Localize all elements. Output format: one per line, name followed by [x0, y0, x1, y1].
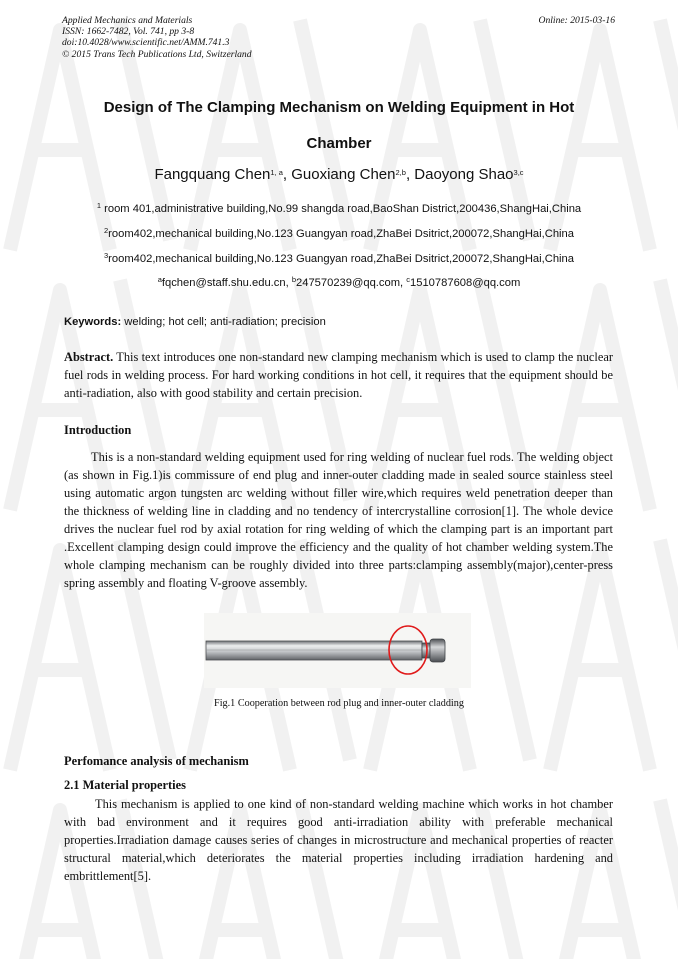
- author-name: Daoyong Shao: [414, 166, 514, 183]
- copyright-line: © 2015 Trans Tech Publications Ltd, Switzerland: [62, 48, 252, 60]
- author-superscript: 2,b: [395, 168, 406, 177]
- affiliation-1: [60, 203, 618, 215]
- title-line-2: Chamber: [306, 135, 372, 152]
- author-list: [60, 166, 618, 183]
- title-line-1: Design of The Clamping Mechanism on Welding Equipment in Hot: [103, 99, 575, 116]
- fuel-rod-illustration: [204, 613, 471, 688]
- author-separator: ,: [405, 166, 415, 183]
- email-address[interactable]: 247570239@qq.com,: [296, 277, 407, 289]
- doi-line: doi:10.4028/www.scientific.net/AMM.741.3: [62, 37, 230, 49]
- issn-line: ISSN: 1662-7482, Vol. 741, pp 3-8: [62, 26, 195, 38]
- keywords-line: [64, 316, 326, 328]
- email-superscript: a: [157, 275, 162, 284]
- email-list: [60, 277, 618, 289]
- online-date: Online: 2015-03-16: [538, 15, 615, 26]
- affiliation-superscript: 3: [104, 251, 109, 260]
- affiliation-3: [60, 253, 618, 265]
- affiliation-text: room 401,administrative building,No.99 shangda road,BaoShan District,200436,ShangHai,China: [101, 203, 582, 215]
- journal-name: Applied Mechanics and Materials: [62, 15, 193, 26]
- affiliation-superscript: 2: [104, 226, 109, 235]
- email-address[interactable]: fqchen@staff.shu.edu.cn,: [161, 277, 292, 289]
- introduction-heading: Introduction: [64, 423, 132, 437]
- figure-1-image: [204, 613, 471, 688]
- introduction-paragraph: This is a non-standard welding equipment used for ring welding of nuclear fuel rods. The welding object (as shown in Fig.1)is commissure of end plug and inner-outer cladding made in sealed source stainless steel using automatic argon tungsten arc welding without filler wire,which requires weld penetration deeper than the thickness of welding line in cladding and no tendency of intercrystalline corrosion[1]. The whole device drives the nuclear fuel rod by axial rotation for ring welding of which the clamping part is an important part .Excellent clamping design could improve the efficiency and the quality of hot chamber welding system.The whole clamping mechanism can be roughly divided into three parts:clamping assembly(major),center-press spring assembly and floating V-groove assembly.: [64, 450, 613, 590]
- journal-header: [62, 15, 615, 60]
- email-superscript: c: [406, 275, 411, 284]
- author-separator: ,: [282, 166, 292, 183]
- material-properties-paragraph: This mechanism is applied to one kind of non-standard welding machine which works in hot chamber with bad environment and it requires good anti-irradiation ability with preferable mechanical properties.Irradiation damage causes series of changes in microstructure and mechanical properties of reacter structural material,which deteriorates the material properties including irradiation hardening and embrittlement[5].: [64, 797, 613, 883]
- email-address[interactable]: 1510787608@qq.com: [410, 277, 521, 289]
- abstract-paragraph: [64, 348, 613, 402]
- author-superscript: 3,c: [513, 168, 524, 177]
- author-name: Guoxiang Chen: [291, 166, 396, 183]
- section-2-heading: Perfomance analysis of mechanism: [64, 754, 249, 768]
- affiliation-text: room402,mechanical building,No.123 Guangyan road,ZhaBei Dsitrict,200072,ShangHai,China: [108, 228, 574, 240]
- author-superscript: 1, a: [270, 168, 283, 177]
- email-superscript: b: [291, 275, 296, 284]
- end-plug-head: [430, 639, 445, 662]
- affiliation-2: [60, 228, 618, 240]
- subsection-2-1-heading: 2.1 Material properties: [64, 778, 186, 792]
- affiliation-text: room402,mechanical building,No.123 Guangyan road,ZhaBei Dsitrict,200072,ShangHai,China: [108, 253, 574, 265]
- figure-1-caption: Fig.1 Cooperation between rod plug and inner-outer cladding: [214, 698, 464, 709]
- author-name: Fangquang Chen: [154, 166, 271, 183]
- abstract-label: Abstract.: [64, 350, 114, 364]
- keywords-text: welding; hot cell; anti-radiation; precision: [121, 316, 326, 328]
- abstract-text: This text introduces one non-standard new clamping mechanism which is used to clamp the nuclear fuel rods in welding process. For hard working conditions in hot cell, it requires that the equipment should be anti-radiation, also with good stability and certain precision.: [64, 350, 613, 400]
- paper-title: [60, 90, 618, 162]
- affiliation-superscript: 1: [96, 201, 102, 210]
- keywords-label: Keywords:: [64, 316, 122, 328]
